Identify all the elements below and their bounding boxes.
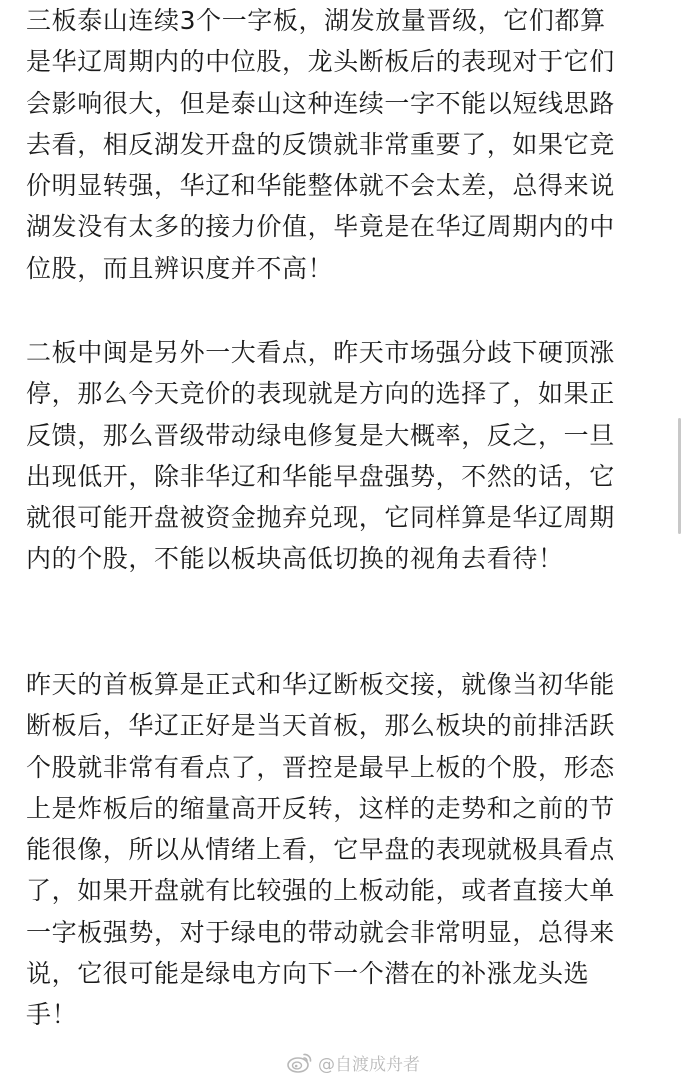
text-line: 停，那么今天竞价的表现就是方向的选择了，如果正 xyxy=(26,379,615,409)
text-line: 了，如果开盘就有比较强的上板动能，或者直接大单 xyxy=(26,876,615,906)
paragraph-3 xyxy=(26,664,615,1036)
text-line: 三板泰山连续3个一字板，湖发放量晋级，它们都算 xyxy=(26,6,606,35)
text-line: 价明显转强，华辽和华能整体就不会太差，总得来说 xyxy=(26,171,615,201)
text-line: 昨天的首板算是正式和华辽断板交接，就像当初华能 xyxy=(26,670,615,699)
text-line: 上是炸板后的缩量高开反转，这样的走势和之前的节 xyxy=(26,793,615,823)
text-line: 断板后，华辽正好是当天首板，那么板块的前排活跃 xyxy=(26,711,615,741)
text-line: 去看，相反湖发开盘的反馈就非常重要了，如果它竞 xyxy=(26,129,615,159)
text-line: 个股就非常有看点了，晋控是最早上板的个股，形态 xyxy=(26,752,615,782)
text-line: 会影响很大，但是泰山这种连续一字不能以短线思路 xyxy=(26,88,615,118)
text-line: 反馈，那么晋级带动绿电修复是大概率，反之，一旦 xyxy=(26,420,615,450)
text-line: 手！ xyxy=(26,1000,78,1030)
text-line: 是华辽周期内的中位股，龙头断板后的表现对于它们 xyxy=(26,47,615,77)
text-line: 湖发没有太多的接力价值，毕竟是在华辽周期内的中 xyxy=(26,212,615,242)
text-line: 内的个股，不能以板块高低切换的视角去看待！ xyxy=(26,544,564,574)
watermark-text: @自渡成舟者 xyxy=(318,1054,420,1075)
paragraph-1 xyxy=(26,0,615,289)
text-line: 一字板强势，对于绿电的带动就会非常明显，总得来 xyxy=(26,917,615,947)
text-line: 二板中闽是另外一大看点，昨天市场强分歧下硬顶涨 xyxy=(26,338,615,367)
watermark xyxy=(287,1049,420,1075)
weibo-logo-icon xyxy=(287,1051,313,1073)
text-line: 说，它很可能是绿电方向下一个潜在的补涨龙头选 xyxy=(26,959,590,989)
paragraph-2 xyxy=(26,332,615,580)
scrollbar-thumb[interactable] xyxy=(678,418,681,534)
text-line: 就很可能开盘被资金抛弃兑现，它同样算是华辽周期 xyxy=(26,503,615,533)
text-line: 能很像，所以从情绪上看，它早盘的表现就极具看点 xyxy=(26,835,615,865)
text-line: 位股，而且辨识度并不高！ xyxy=(26,253,334,283)
text-line: 出现低开，除非华辽和华能早盘强势，不然的话，它 xyxy=(26,461,615,491)
